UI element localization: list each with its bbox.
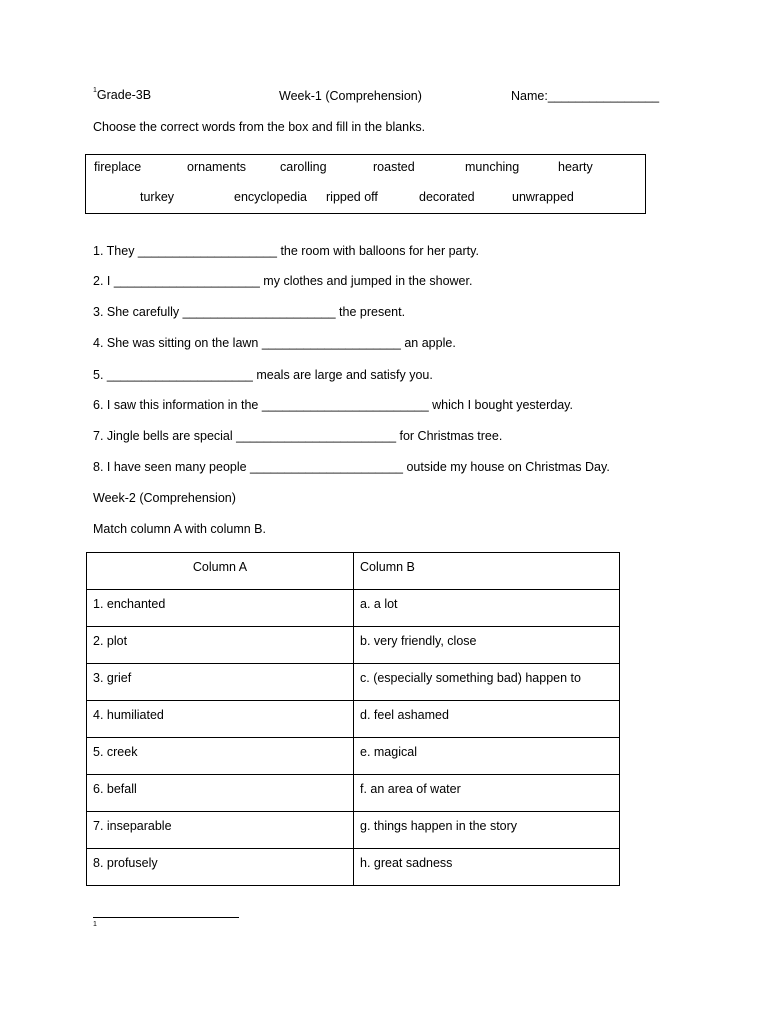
week-title: Week-1 (Comprehension) (279, 89, 422, 103)
sentence-3: 3. She carefully ______________________ the present. (93, 305, 406, 319)
column-a-cell: 4. humiliated (87, 701, 354, 738)
word-box (85, 154, 646, 214)
column-b-cell: e. magical (354, 738, 620, 775)
sentence-4: 4. She was sitting on the lawn ____________________ an apple. (93, 336, 456, 350)
table-row (87, 590, 620, 627)
word-fireplace: fireplace (94, 160, 142, 174)
sentence-8: 8. I have seen many people ______________________ outside my house on Christmas Day. (93, 460, 610, 474)
table-row (87, 812, 620, 849)
column-b-cell: b. very friendly, close (354, 627, 620, 664)
column-b-cell: h. great sadness (354, 849, 620, 886)
word-ripped-off: ripped off (326, 190, 378, 204)
instruction-match: Match column A with column B. (93, 522, 266, 536)
column-b-cell: a. a lot (354, 590, 620, 627)
match-table (86, 552, 620, 886)
word-unwrapped: unwrapped (512, 190, 574, 204)
instruction-fill-blanks: Choose the correct words from the box and fill in the blanks. (93, 120, 426, 134)
column-a-cell: 3. grief (87, 664, 354, 701)
column-b-cell: d. feel ashamed (354, 701, 620, 738)
grade-label (93, 88, 151, 102)
word-carolling: carolling (280, 160, 327, 174)
word-encyclopedia: encyclopedia (234, 190, 307, 204)
word-roasted: roasted (373, 160, 415, 174)
sentence-2: 2. I _____________________ my clothes and jumped in the shower. (93, 274, 473, 288)
table-header-row (87, 553, 620, 590)
footnote-reference: 1 (93, 87, 97, 94)
word-decorated: decorated (419, 190, 475, 204)
footnote-separator (93, 917, 239, 918)
column-a-cell: 6. befall (87, 775, 354, 812)
footnote-mark: 1 (93, 921, 97, 928)
sentence-6: 6. I saw this information in the ________________________ which I bought yesterday. (93, 398, 573, 412)
column-b-cell: f. an area of water (354, 775, 620, 812)
grade-text: Grade-3B (96, 88, 152, 102)
column-b-header: Column B (354, 553, 620, 590)
table-row (87, 849, 620, 886)
column-a-cell: 1. enchanted (87, 590, 354, 627)
column-b-cell: g. things happen in the story (354, 812, 620, 849)
word-hearty: hearty (558, 160, 593, 174)
table-row (87, 738, 620, 775)
word-ornaments: ornaments (187, 160, 247, 174)
sentence-5: 5. _____________________ meals are large and satisfy you. (93, 368, 433, 382)
table-row (87, 664, 620, 701)
column-a-cell: 7. inseparable (87, 812, 354, 849)
word-turkey: turkey (140, 190, 175, 204)
table-row (87, 701, 620, 738)
column-a-header: Column A (87, 553, 354, 590)
word-munching: munching (465, 160, 520, 174)
sentence-1: 1. They ____________________ the room with balloons for her party. (93, 244, 479, 258)
sentence-7: 7. Jingle bells are special _______________________ for Christmas tree. (93, 429, 503, 443)
section-2-title: Week-2 (Comprehension) (93, 491, 236, 505)
table-row (87, 627, 620, 664)
column-b-cell: c. (especially something bad) happen to (354, 664, 620, 701)
name-field: Name:________________ (511, 89, 660, 103)
column-a-cell: 8. profusely (87, 849, 354, 886)
column-a-cell: 5. creek (87, 738, 354, 775)
table-row (87, 775, 620, 812)
column-a-cell: 2. plot (87, 627, 354, 664)
